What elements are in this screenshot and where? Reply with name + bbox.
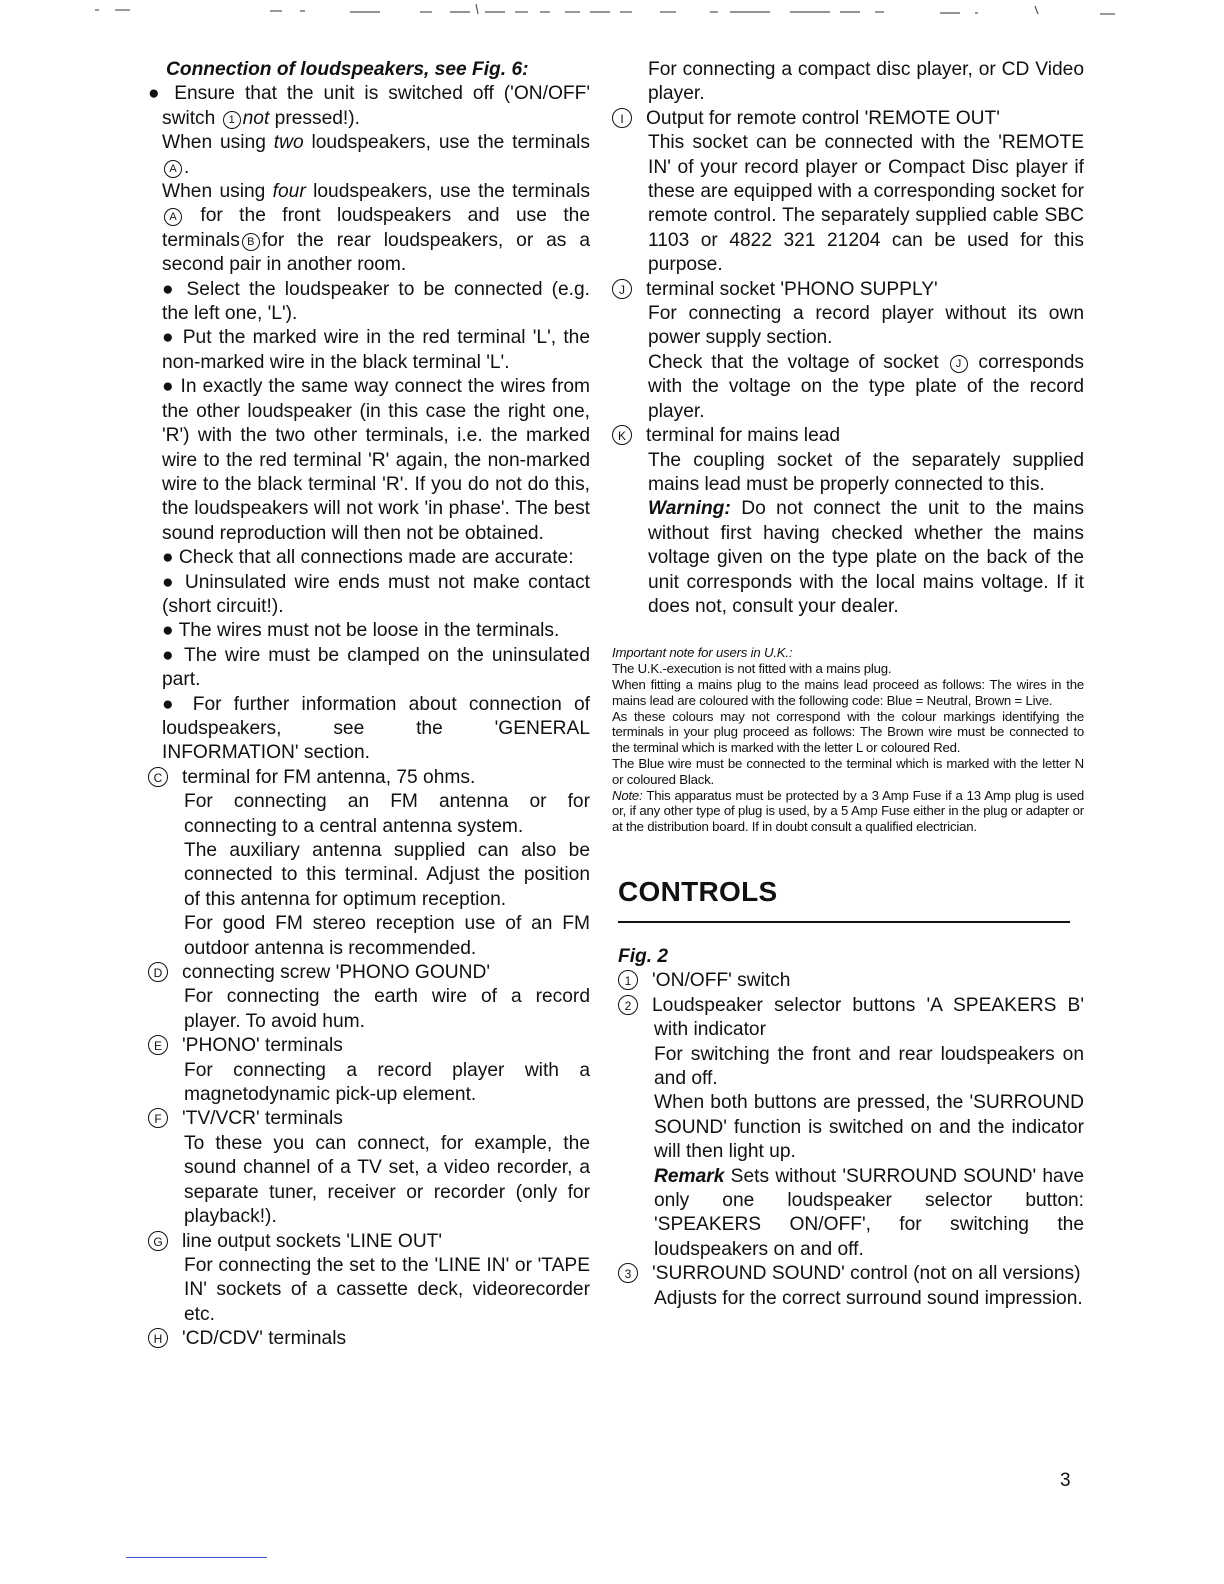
callout-marker: 1 xyxy=(223,111,241,129)
callout-marker: E xyxy=(148,1035,168,1055)
item-description: For connecting a record player without its own power supply section. xyxy=(648,303,1084,349)
callout-marker: A xyxy=(164,160,182,178)
scan-edge-line xyxy=(126,1557,267,1558)
callout-marker: D xyxy=(148,962,168,982)
item-mains-lead: K terminal for mains lead xyxy=(612,424,1084,448)
control-description: When both buttons are pressed, the 'SURROUND SOUND' function is switched on and the indicator will then light up. xyxy=(654,1092,1084,1163)
left-column xyxy=(148,58,590,1352)
item-description: For connecting an FM antenna or for connecting to a central antenna system. xyxy=(184,791,590,837)
control-title: 'SURROUND SOUND' control (not on all versions) xyxy=(652,1263,1081,1285)
uk-note-heading: Important note for users in U.K.: xyxy=(612,645,793,661)
item-remote-out: I Output for remote control 'REMOTE OUT' xyxy=(612,107,1084,131)
bullet-icon: ● xyxy=(162,278,187,300)
item-description: To these you can connect, for example, the sound channel of a TV set, a video recorder, a separate tuner, receiver or recorder (only for playback!). xyxy=(184,1132,590,1228)
item-description: For connecting the earth wire of a record player. To avoid hum. xyxy=(184,986,590,1032)
control-item xyxy=(618,994,1084,1043)
callout-marker: 1 xyxy=(618,970,638,990)
bullet-item: ● The wire must be clamped on the uninsulated part. xyxy=(162,644,590,691)
section-heading-loudspeakers: Connection of loudspeakers, see Fig. 6: xyxy=(166,59,529,80)
item-description: For connecting a record player with a magnetodynamic pick-up element. xyxy=(184,1059,590,1106)
figure-label: Fig. 2 xyxy=(618,945,669,967)
callout-marker: J xyxy=(612,279,632,299)
callout-marker: J xyxy=(950,355,968,373)
callout-marker: 2 xyxy=(618,995,638,1015)
callout-marker: 3 xyxy=(618,1263,638,1283)
control-description: Adjusts for the correct surround sound impression. xyxy=(654,1287,1083,1309)
bullet-icon: ● xyxy=(162,644,184,666)
control-item xyxy=(618,969,1084,993)
remark-text: Remark Sets without 'SURROUND SOUND' have only one loudspeaker selector button: 'SPEAKERS ON/OFF', for switching the loudspeakers on and off. xyxy=(654,1165,1084,1260)
bullet-icon: ● xyxy=(162,693,193,715)
uk-note: Important note for users in U.K.: The U.K.-execution is not fitted with a mains plug. When fitting a mains plug to the mains lead proceed as follows: The wires in the mains lead are coloured with the following code: Blue = Neutral, Brown = Live. As these colours may not correspond with the colour markings identifying the terminals in your plug proceed as follows: The Brown wire must be connected to the terminal which is marked with the letter L or coloured Red. The Blue wire must be connected to the terminal which is marked with the letter N or coloured Black. Note: This apparatus must be protected by a 3 Amp Fuse if a 13 Amp plug is used or, if any other type of plug is used, by a 5 Amp Fuse either in the plug or adapter or at the distribution board. If in doubt consult a qualified electrician. xyxy=(612,645,1084,835)
control-title: 'ON/OFF' switch xyxy=(652,970,791,992)
warning-text: Warning: Do not connect the unit to the mains without first having checked whether the mains voltage given on the type plate on the back of the unit corresponds with the local mains voltage. If it does not, consult your dealer. xyxy=(648,498,1084,617)
bullet-icon: ● xyxy=(162,571,185,593)
item-description: This socket can be connected with the 'REMOTE IN' of your record player or Compact Disc player if these are equipped with a corresponding socket for remote control. The separately supplied cable SBC 1103 or 4822 321 21204 can be used for this purpose. xyxy=(648,132,1084,276)
terminal-title: line output sockets 'LINE OUT' xyxy=(182,1230,443,1252)
bullet-item: ● Select the loudspeaker to be connected (e.g. the left one, 'L'). xyxy=(162,278,591,325)
item-description: The coupling socket of the separately supplied mains lead must be properly connected to this. xyxy=(648,449,1084,495)
right-column xyxy=(612,58,1084,1311)
bullet-icon: ● xyxy=(162,547,179,569)
bullet-item: ● In exactly the same way connect the wires from the other loudspeaker (in this case the right one, 'R') with the two other terminals, i.e. the marked wire to the red terminal 'R' again, the non-marked wire to the black terminal 'R'. If you do not do this, the loudspeakers will not work 'in phase'. The best sound reproduction will then not be obtained. xyxy=(162,376,590,544)
terminal-item xyxy=(148,1034,590,1058)
item-description: The auxiliary antenna supplied can also be connected to this terminal. Adjust the position of this antenna for optimum reception. xyxy=(184,840,590,910)
control-description: For switching the front and rear loudspeakers on and off. xyxy=(654,1043,1084,1089)
item-description: For good FM stereo reception use of an FM outdoor antenna is recommended. xyxy=(184,913,590,959)
bullet-icon: ● xyxy=(162,327,183,349)
callout-marker: C xyxy=(148,767,168,787)
paragraph-four-loudspeakers: When using four loudspeakers, use the terminals A for the front loudspeakers and use the terminals B for the rear loudspeakers, or as a second pair in another room. xyxy=(162,181,591,276)
bullet-item: ● Check that all connections made are accurate: xyxy=(162,547,574,569)
callout-marker: K xyxy=(612,425,632,445)
scan-noise-top xyxy=(0,0,1224,24)
terminal-item xyxy=(148,1327,590,1351)
callout-marker: I xyxy=(612,108,632,128)
control-title: Loudspeaker selector buttons 'A SPEAKERS B' with indicator xyxy=(652,994,1084,1041)
terminal-title: 'TV/VCR' terminals xyxy=(182,1108,343,1130)
terminal-title: connecting screw 'PHONO GOUND' xyxy=(182,962,491,984)
bullet-list xyxy=(148,278,590,766)
bullet-item: ● Uninsulated wire ends must not make contact (short circuit!). xyxy=(162,571,590,617)
item-description: Check that the voltage of socket J corresponds with the voltage on the type plate of the record player. xyxy=(648,351,1084,422)
page-number: 3 xyxy=(1060,1470,1071,1491)
controls-heading: CONTROLS xyxy=(618,875,778,907)
terminal-title: 'CD/CDV' terminals xyxy=(182,1328,347,1350)
controls-list xyxy=(612,969,1084,1311)
uk-fuse-note: Note: This apparatus must be protected by a 3 Amp Fuse if a 13 Amp plug is used or, if any other type of plug is used, by a 5 Amp Fuse either in the plug or adapter or at the distribution board. If in doubt consult a qualified electrician. xyxy=(612,787,1084,835)
bullet-item: ● Ensure that the unit is switched off ('ON/OFF' switch 1 not pressed!). xyxy=(148,83,590,129)
callout-marker: A xyxy=(164,208,182,226)
bullet-item: ● For further information about connection of loudspeakers, see the 'GENERAL INFORMATION' section. xyxy=(162,693,590,764)
callout-marker: B xyxy=(242,233,260,251)
terminal-item xyxy=(148,766,590,790)
terminal-list xyxy=(148,766,590,1352)
terminal-title: terminal for FM antenna, 75 ohms. xyxy=(182,766,476,788)
callout-marker: H xyxy=(148,1328,168,1348)
terminal-item xyxy=(148,961,590,985)
terminal-title: 'PHONO' terminals xyxy=(182,1035,343,1057)
terminal-item xyxy=(148,1107,590,1131)
terminal-item xyxy=(148,1230,590,1254)
item-phono-supply: J terminal socket 'PHONO SUPPLY' xyxy=(612,278,1084,302)
control-item xyxy=(618,1262,1084,1286)
callout-marker: G xyxy=(148,1231,168,1251)
bullet-item: ● Put the marked wire in the red terminal 'L', the non-marked wire in the black terminal 'L'. xyxy=(162,327,590,373)
callout-marker: F xyxy=(148,1108,168,1128)
heading-rule xyxy=(618,921,1070,923)
paragraph-two-loudspeakers: When using two loudspeakers, use the terminals A . xyxy=(162,132,591,178)
bullet-icon: ● xyxy=(162,620,179,642)
item-description: For connecting the set to the 'LINE IN' or 'TAPE IN' sockets of a cassette deck, videorecorder etc. xyxy=(184,1254,590,1325)
cd-description: For connecting a compact disc player, or CD Video player. xyxy=(648,59,1084,105)
bullet-item: ● The wires must not be loose in the terminals. xyxy=(162,620,560,642)
bullet-icon: ● xyxy=(162,376,181,398)
bullet-icon: ● xyxy=(148,83,165,105)
